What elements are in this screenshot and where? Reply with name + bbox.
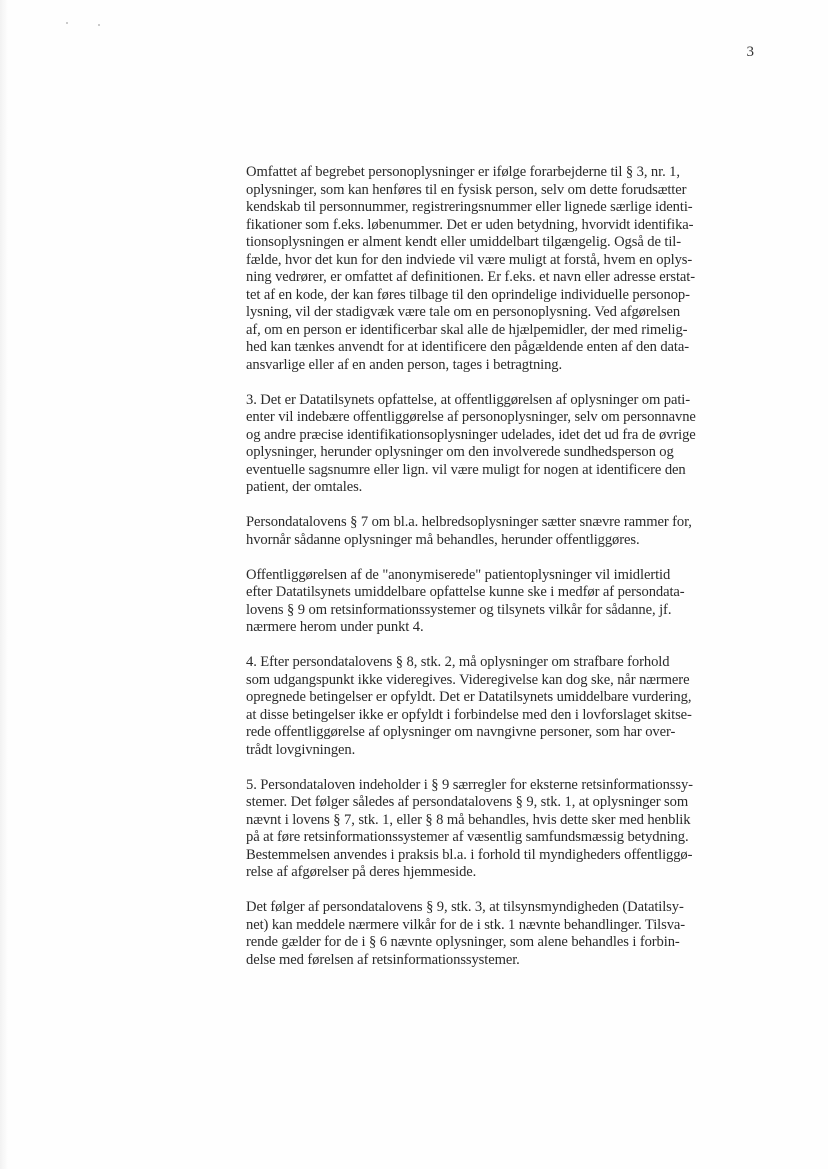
text-line: ansvarlige eller af en anden person, tages i betragtning. bbox=[246, 356, 563, 373]
text-line: og andre præcise identifikationsoplysninger udelades, idet det ud fra de øvrige bbox=[246, 426, 696, 443]
text-line: hed kan tænkes anvendt for at identificere den pågældende enten af den data- bbox=[246, 339, 690, 355]
scan-speck bbox=[98, 24, 100, 26]
page-number: 3 bbox=[746, 44, 754, 60]
text-line: fikationer som f.eks. løbenummer. Det er uden betydning, hvorvidt identifika- bbox=[246, 216, 694, 233]
text-line: 3. Det er Datatilsynets opfattelse, at offentliggørelsen af oplysninger om pati- bbox=[246, 391, 691, 408]
text-line: rede offentliggørelse af oplysninger om navngivne personer, som har over- bbox=[246, 724, 676, 740]
text-line: tionsoplysningen er alment kendt eller umiddelbart tilgængelig. Også de til- bbox=[246, 234, 681, 250]
document-body bbox=[246, 164, 756, 987]
text-line: trådt lovgivningen. bbox=[246, 741, 356, 758]
text-line: lysning, vil der stadigvæk være tale om en personoplysning. Ved afgørelsen bbox=[246, 304, 681, 320]
text-line: enter vil indebære offentliggørelse af personoplysninger, selv om personnavne bbox=[246, 409, 696, 425]
text-line: patient, der omtales. bbox=[246, 479, 363, 495]
paragraph-3 bbox=[246, 514, 756, 549]
paragraph-5 bbox=[246, 654, 756, 759]
text-line: rende gælder for de i § 6 nævnte oplysninger, som alene behandles i forbin- bbox=[246, 934, 680, 950]
text-line: kendskab til personnummer, registreringsnummer eller lignede særlige identi- bbox=[246, 199, 693, 215]
text-line: Det følger af persondatalovens § 9, stk. 3, at tilsynsmyndigheden (Datatilsy- bbox=[246, 899, 684, 915]
paragraph-4 bbox=[246, 567, 756, 637]
text-line: Omfattet af begrebet personoplysninger er ifølge forarbejderne til § 3, nr. 1, bbox=[246, 164, 680, 180]
text-line: delse med førelsen af retsinformationssystemer. bbox=[246, 951, 520, 968]
paragraph-6 bbox=[246, 777, 756, 882]
paragraph-2 bbox=[246, 392, 756, 497]
text-line: oplysninger, herunder oplysninger om den involverede sundhedsperson og bbox=[246, 444, 674, 460]
text-line: tet af en kode, der kan føres tilbage til den oprindelige individuelle personop- bbox=[246, 286, 690, 303]
text-line: fælde, hvor det kun for den indviede vil være muligt at forstå, hvem en oplys- bbox=[246, 251, 693, 268]
text-line: ning vedrører, er omfattet af definitionen. Er f.eks. et navn eller adresse erstat- bbox=[246, 269, 696, 285]
text-line: Offentliggørelsen af de "anonymiserede" patientoplysninger vil imidlertid bbox=[246, 566, 671, 583]
text-line: opregnede betingelser er opfyldt. Det er Datatilsynets umiddelbare vurdering, bbox=[246, 689, 692, 705]
text-line: efter Datatilsynets umiddelbare opfattelse kunne ske i medfør af persondata- bbox=[246, 584, 685, 600]
text-line: at disse betingelser ikke er opfyldt i forbindelse med den i lovforslaget skitse- bbox=[246, 706, 692, 723]
text-line: lovens § 9 om retsinformationssystemer og tilsynets vilkår for sådanne, jf. bbox=[246, 601, 672, 618]
text-line: på at føre retsinformationssystemer af væsentlig samfundsmæssig betydning. bbox=[246, 829, 689, 845]
text-line: som udgangspunkt ikke videregives. Videregivelse kan dog ske, når nærmere bbox=[246, 671, 690, 688]
text-line: oplysninger, som kan henføres til en fysisk person, selv om dette forudsætter bbox=[246, 181, 687, 198]
text-line: nævnt i lovens § 7, stk. 1, eller § 8 må behandles, hvis dette sker med henblik bbox=[246, 811, 691, 828]
text-line: af, om en person er identificerbar skal alle de hjælpemidler, der med rimelig- bbox=[246, 321, 688, 338]
text-line: relse af afgørelser på deres hjemmeside. bbox=[246, 864, 477, 880]
text-line: stemer. Det følger således af persondatalovens § 9, stk. 1, at oplysninger som bbox=[246, 794, 689, 810]
text-line: Bestemmelsen anvendes i praksis bl.a. i forhold til myndigheders offentliggø- bbox=[246, 846, 693, 863]
text-line: Persondatalovens § 7 om bl.a. helbredsoplysninger sætter snævre rammer for, bbox=[246, 514, 692, 530]
paragraph-1 bbox=[246, 164, 756, 374]
text-line: nærmere herom under punkt 4. bbox=[246, 619, 424, 635]
scan-shadow-edge bbox=[0, 0, 8, 1169]
scan-speck bbox=[66, 22, 68, 24]
text-line: eventuelle sagsnumre eller lign. vil være muligt for nogen at identificere den bbox=[246, 461, 686, 478]
paragraph-7 bbox=[246, 899, 756, 969]
text-line: 5. Persondataloven indeholder i § 9 særregler for eksterne retsinformationssy- bbox=[246, 776, 693, 793]
text-line: 4. Efter persondatalovens § 8, stk. 2, må oplysninger om strafbare forhold bbox=[246, 654, 670, 670]
text-line: hvornår sådanne oplysninger må behandles, herunder offentliggøres. bbox=[246, 531, 640, 548]
text-line: net) kan meddele nærmere vilkår for de i stk. 1 nævnte behandlinger. Tilsva- bbox=[246, 916, 686, 933]
